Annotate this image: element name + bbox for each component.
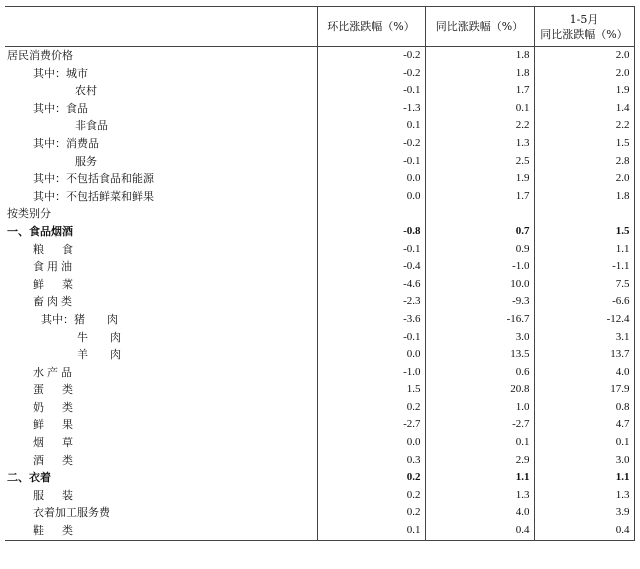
row-yoy: 1.8 bbox=[425, 65, 534, 83]
row-mom: -0.2 bbox=[317, 135, 425, 153]
row-ytd: 2.2 bbox=[534, 117, 634, 135]
row-ytd: 1.5 bbox=[534, 223, 634, 241]
table-row bbox=[5, 117, 634, 135]
table-row bbox=[5, 65, 634, 83]
row-ytd: 3.1 bbox=[534, 329, 634, 347]
header-ytd bbox=[534, 7, 634, 47]
table-row bbox=[5, 329, 634, 347]
row-label: 按类别分 bbox=[5, 205, 317, 223]
row-mom: -2.7 bbox=[317, 416, 425, 434]
row-mom: 0.2 bbox=[317, 504, 425, 522]
row-label: 其中：不包括鲜菜和鲜果 bbox=[5, 188, 317, 206]
row-ytd: 13.7 bbox=[534, 346, 634, 364]
row-label: 烟草 bbox=[5, 434, 317, 452]
row-mom: 0.3 bbox=[317, 452, 425, 470]
row-yoy: 0.4 bbox=[425, 522, 534, 540]
row-label: 食用油 bbox=[5, 258, 317, 276]
row-ytd: 4.0 bbox=[534, 364, 634, 382]
row-label: 其中：食品 bbox=[5, 100, 317, 118]
row-label: 其中：城市 bbox=[5, 65, 317, 83]
row-mom: -1.3 bbox=[317, 100, 425, 118]
row-ytd: -1.1 bbox=[534, 258, 634, 276]
cpi-table bbox=[5, 6, 635, 541]
header-ytd-line2: 同比涨跌幅（%） bbox=[540, 27, 628, 41]
table-row bbox=[5, 100, 634, 118]
row-yoy: -16.7 bbox=[425, 311, 534, 329]
table-row bbox=[5, 241, 634, 259]
row-ytd: 3.9 bbox=[534, 504, 634, 522]
table-row bbox=[5, 47, 634, 65]
table-row bbox=[5, 416, 634, 434]
row-yoy: 20.8 bbox=[425, 381, 534, 399]
table-row bbox=[5, 364, 634, 382]
row-yoy: 1.7 bbox=[425, 188, 534, 206]
row-label: 酒类 bbox=[5, 452, 317, 470]
table-row bbox=[5, 205, 634, 223]
row-mom: -0.1 bbox=[317, 329, 425, 347]
table-body bbox=[5, 47, 634, 541]
row-mom: -3.6 bbox=[317, 311, 425, 329]
row-label: 二、衣着 bbox=[5, 469, 317, 487]
row-mom: 0.1 bbox=[317, 117, 425, 135]
row-mom: 0.2 bbox=[317, 469, 425, 487]
row-ytd: 1.4 bbox=[534, 100, 634, 118]
row-ytd: 1.1 bbox=[534, 469, 634, 487]
row-yoy: -2.7 bbox=[425, 416, 534, 434]
row-label: 农村 bbox=[5, 82, 317, 100]
table-row bbox=[5, 434, 634, 452]
row-ytd: 1.9 bbox=[534, 82, 634, 100]
row-mom: 0.0 bbox=[317, 188, 425, 206]
row-label: 衣着加工服务费 bbox=[5, 504, 317, 522]
header-ytd-line1: 1-5月 bbox=[569, 12, 599, 26]
row-label: 水产品 bbox=[5, 364, 317, 382]
row-label: 鲜果 bbox=[5, 416, 317, 434]
row-yoy: 1.7 bbox=[425, 82, 534, 100]
header-label bbox=[5, 7, 317, 47]
header-mom: 环比涨跌幅（%） bbox=[317, 7, 425, 47]
table-row bbox=[5, 82, 634, 100]
row-label: 鞋类 bbox=[5, 522, 317, 540]
row-yoy: 0.1 bbox=[425, 434, 534, 452]
row-yoy: 1.0 bbox=[425, 399, 534, 417]
row-yoy: 1.9 bbox=[425, 170, 534, 188]
row-ytd: 1.3 bbox=[534, 487, 634, 505]
row-yoy: 2.2 bbox=[425, 117, 534, 135]
row-label: 畜肉类 bbox=[5, 293, 317, 311]
row-ytd: -6.6 bbox=[534, 293, 634, 311]
row-mom: 0.0 bbox=[317, 170, 425, 188]
row-label: 奶类 bbox=[5, 399, 317, 417]
table-row bbox=[5, 188, 634, 206]
table-row bbox=[5, 153, 634, 171]
row-yoy: 2.9 bbox=[425, 452, 534, 470]
row-ytd: 7.5 bbox=[534, 276, 634, 294]
row-yoy: 2.5 bbox=[425, 153, 534, 171]
row-label: 其中：猪 肉 bbox=[5, 311, 317, 329]
row-mom: 0.0 bbox=[317, 346, 425, 364]
table-row bbox=[5, 469, 634, 487]
row-mom: 0.2 bbox=[317, 487, 425, 505]
row-mom: -4.6 bbox=[317, 276, 425, 294]
row-ytd: 2.0 bbox=[534, 65, 634, 83]
row-ytd: -12.4 bbox=[534, 311, 634, 329]
row-ytd: 1.5 bbox=[534, 135, 634, 153]
row-label: 粮食 bbox=[5, 241, 317, 259]
row-label: 羊 肉 bbox=[5, 346, 317, 364]
row-label: 其中：不包括食品和能源 bbox=[5, 170, 317, 188]
row-label: 蛋类 bbox=[5, 381, 317, 399]
table-row bbox=[5, 452, 634, 470]
table-row bbox=[5, 135, 634, 153]
row-ytd: 4.7 bbox=[534, 416, 634, 434]
row-yoy: 0.9 bbox=[425, 241, 534, 259]
row-yoy: 1.8 bbox=[425, 47, 534, 65]
row-mom: 1.5 bbox=[317, 381, 425, 399]
row-yoy: 1.3 bbox=[425, 135, 534, 153]
row-mom: 0.2 bbox=[317, 399, 425, 417]
row-label: 服装 bbox=[5, 487, 317, 505]
row-mom: -0.2 bbox=[317, 47, 425, 65]
row-label: 鲜菜 bbox=[5, 276, 317, 294]
row-yoy bbox=[425, 205, 534, 223]
table-row bbox=[5, 346, 634, 364]
row-ytd: 1.1 bbox=[534, 241, 634, 259]
row-label: 一、食品烟酒 bbox=[5, 223, 317, 241]
row-mom: -1.0 bbox=[317, 364, 425, 382]
table-row bbox=[5, 223, 634, 241]
row-yoy: 13.5 bbox=[425, 346, 534, 364]
row-ytd: 0.4 bbox=[534, 522, 634, 540]
row-ytd: 2.0 bbox=[534, 170, 634, 188]
table-row bbox=[5, 276, 634, 294]
table-row bbox=[5, 381, 634, 399]
row-yoy: -9.3 bbox=[425, 293, 534, 311]
row-mom: -0.4 bbox=[317, 258, 425, 276]
row-ytd: 0.1 bbox=[534, 434, 634, 452]
table-row bbox=[5, 258, 634, 276]
table-row bbox=[5, 399, 634, 417]
row-label: 其中：消费品 bbox=[5, 135, 317, 153]
table-header bbox=[5, 7, 634, 47]
table-row bbox=[5, 170, 634, 188]
row-yoy: 3.0 bbox=[425, 329, 534, 347]
row-mom bbox=[317, 205, 425, 223]
cpi-table-container bbox=[5, 6, 634, 541]
row-ytd: 2.0 bbox=[534, 47, 634, 65]
row-mom: -0.1 bbox=[317, 82, 425, 100]
header-yoy: 同比涨跌幅（%） bbox=[425, 7, 534, 47]
row-yoy: 4.0 bbox=[425, 504, 534, 522]
table-row bbox=[5, 504, 634, 522]
row-mom: 0.0 bbox=[317, 434, 425, 452]
row-yoy: 10.0 bbox=[425, 276, 534, 294]
row-label: 非食品 bbox=[5, 117, 317, 135]
row-yoy: 0.7 bbox=[425, 223, 534, 241]
table-row bbox=[5, 311, 634, 329]
row-yoy: -1.0 bbox=[425, 258, 534, 276]
row-yoy: 1.3 bbox=[425, 487, 534, 505]
row-yoy: 1.1 bbox=[425, 469, 534, 487]
row-ytd: 1.8 bbox=[534, 188, 634, 206]
row-mom: -0.2 bbox=[317, 65, 425, 83]
table-row bbox=[5, 293, 634, 311]
row-label: 居民消费价格 bbox=[5, 47, 317, 65]
row-yoy: 0.1 bbox=[425, 100, 534, 118]
row-yoy: 0.6 bbox=[425, 364, 534, 382]
row-mom: -0.1 bbox=[317, 241, 425, 259]
row-ytd: 3.0 bbox=[534, 452, 634, 470]
row-mom: -2.3 bbox=[317, 293, 425, 311]
row-label: 服务 bbox=[5, 153, 317, 171]
row-ytd bbox=[534, 205, 634, 223]
row-mom: 0.1 bbox=[317, 522, 425, 540]
row-ytd: 2.8 bbox=[534, 153, 634, 171]
row-ytd: 0.8 bbox=[534, 399, 634, 417]
row-mom: -0.1 bbox=[317, 153, 425, 171]
table-row bbox=[5, 522, 634, 540]
row-label: 牛 肉 bbox=[5, 329, 317, 347]
row-mom: -0.8 bbox=[317, 223, 425, 241]
table-row bbox=[5, 487, 634, 505]
row-ytd: 17.9 bbox=[534, 381, 634, 399]
